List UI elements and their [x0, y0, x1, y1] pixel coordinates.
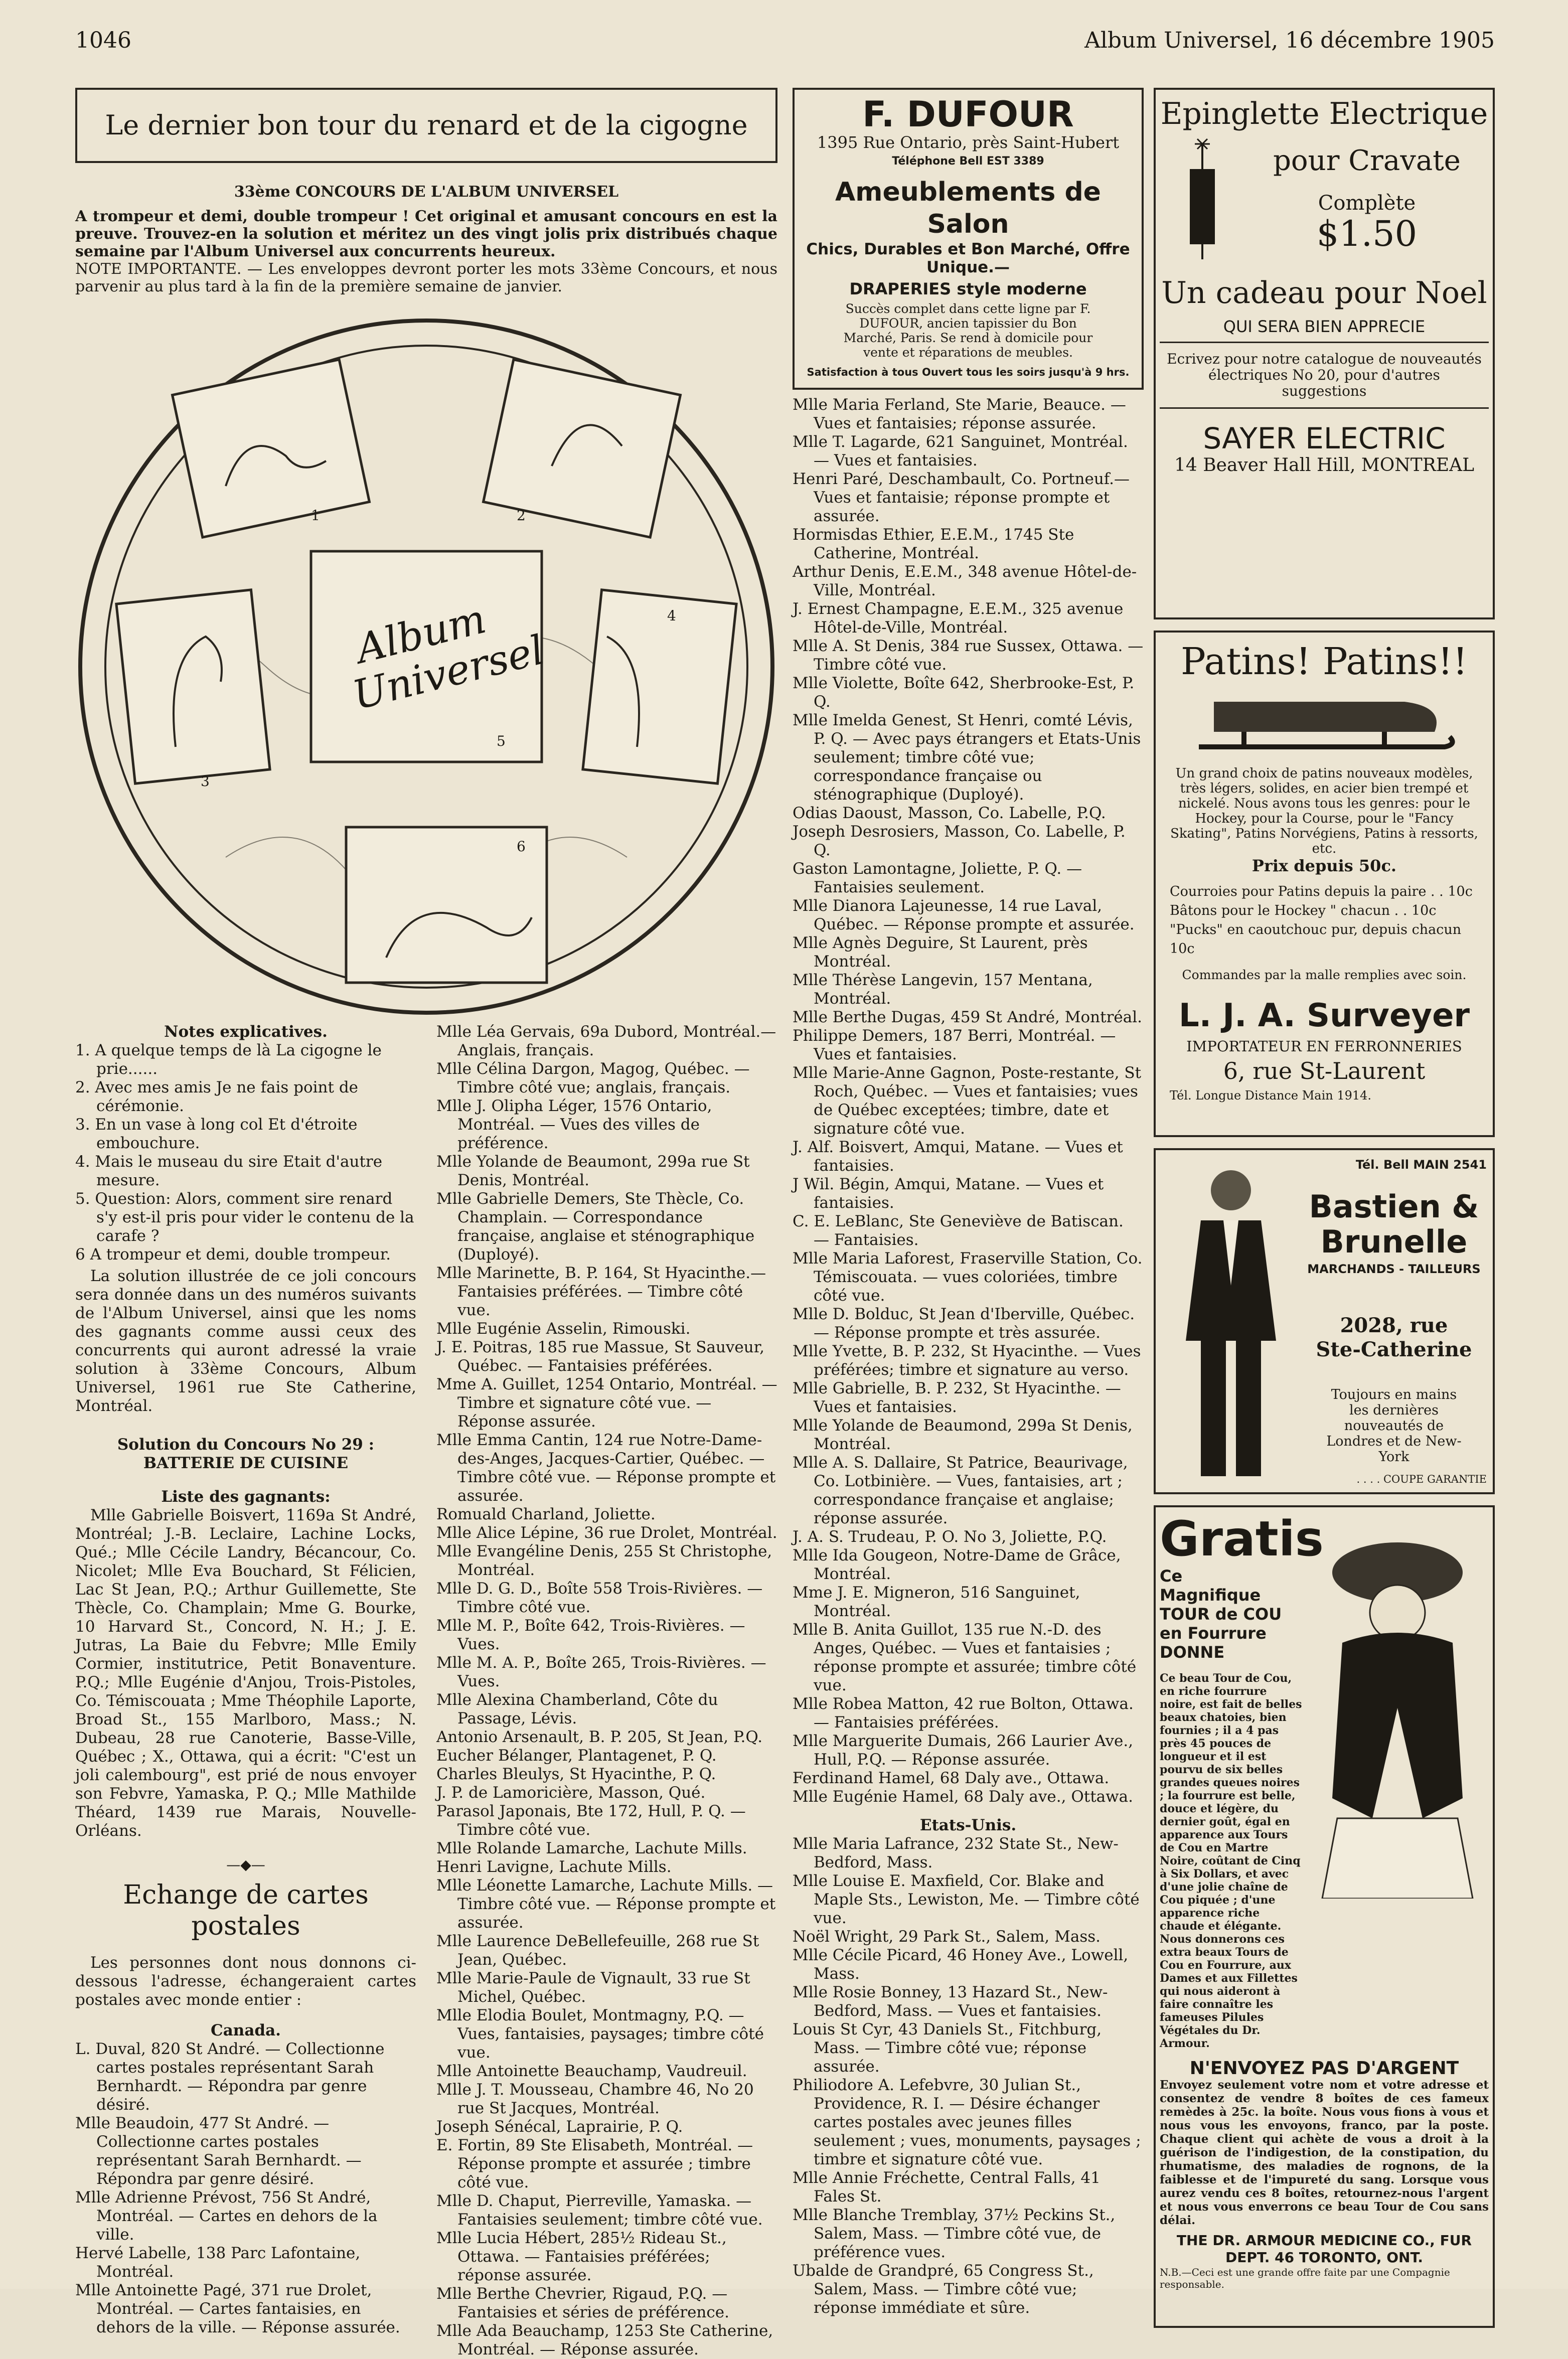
panel-number-6: 6	[517, 838, 526, 855]
exchange-entry: Antonio Arsenault, B. P. 205, St Jean, P.Q.	[436, 1728, 763, 1746]
solution-answer: BATTERIE DE CUISINE	[143, 1454, 349, 1472]
exchange-entry: Mlle M. A. P., Boîte 265, Trois-Rivières. — Vues.	[436, 1654, 766, 1690]
exchange-entry: Mme J. E. Migneron, 516 Sanguinet, Montréal.	[793, 1584, 1080, 1620]
note-item: 1. A quelque temps de là La cigogne le prie......	[75, 1041, 382, 1078]
dufour-tagline: Chics, Durables et Bon Marché, Offre Unique.—	[806, 240, 1130, 276]
contest-title-box	[75, 88, 777, 163]
surveyer-price-line: Bâtons pour le Hockey " chacun . . 10c	[1170, 903, 1437, 918]
exchange-entry: Odias Daoust, Masson, Co. Labelle, P.Q.	[793, 804, 1106, 822]
publication-title: Album Universel, 16 décembre 1905	[1084, 28, 1495, 53]
exchange-entry: Mlle Léa Gervais, 69a Dubord, Montréal.— Anglais, français.	[436, 1023, 776, 1059]
contest-intro: A trompeur et demi, double trompeur ! Cet original et amusant concours en est la preuve. Trouvez-en la solution et méritez un des vingt jolis prix distribués chaque semaine par l'Album Universel aux concurrents heureux.	[75, 208, 777, 260]
panel-number-1: 1	[311, 507, 320, 524]
dufour-ad	[793, 88, 1144, 390]
us-label: Etats-Unis.	[919, 1816, 1017, 1834]
bastien-name-1: Bastien &	[1309, 1188, 1479, 1225]
notes-list	[75, 1041, 416, 1264]
notes-title: Notes explicatives.	[164, 1023, 328, 1041]
sayer-sub: pour Cravate	[1273, 144, 1461, 177]
exchange-entry: Parasol Japonais, Bte 172, Hull, P. Q. — Timbre côté vue.	[436, 1802, 746, 1839]
contest-note: NOTE IMPORTANTE. — Les enveloppes devront porter les mots 33ème Concours, et nous parvenir au plus tard à la fin de la première semaine de janvier.	[75, 260, 777, 295]
lists-subcolumns	[75, 1023, 777, 2359]
note-item: 3. En un vase à long col Et d'étroite embouchure.	[75, 1116, 358, 1152]
sayer-ad	[1154, 88, 1495, 619]
exchange-entry: Mlle Yolande de Beaumond, 299a St Denis, Montréal.	[793, 1417, 1133, 1453]
gratis-headline: Gratis	[1160, 1511, 1324, 1567]
exchange-entry: J. A. S. Trudeau, P. O. No 3, Joliette, P.Q.	[793, 1528, 1107, 1546]
exchange-entry: Ubalde de Grandpré, 65 Congress St., Salem, Mass. — Timbre côté vue; réponse immédiate et sûre.	[793, 2262, 1094, 2317]
surveyer-ad	[1154, 631, 1495, 1137]
exchange-entry: Mlle Cécile Picard, 46 Honey Ave., Lowell, Mass.	[793, 1946, 1129, 1983]
exchange-left-list	[75, 2040, 416, 2337]
exchange-entry: Mlle Marie-Paule de Vignault, 33 rue St Michel, Québec.	[436, 1969, 750, 2006]
exchange-entry: Mlle Ada Beauchamp, 1253 Ste Catherine, Montréal. — Réponse assurée.	[436, 2322, 773, 2358]
exchange-entry: Joseph Sénécal, Laprairie, P. Q.	[436, 2118, 683, 2136]
surveyer-address: 6, rue St-Laurent	[1223, 1057, 1426, 1084]
exchange-entry: Mlle Yolande de Beaumont, 299a rue St Denis, Montréal.	[436, 1153, 750, 1189]
exchange-entry: Mlle Alexina Chamberland, Côte du Passage, Lévis.	[436, 1691, 718, 1727]
page-number: 1046	[75, 28, 131, 53]
exchange-entry: Mlle D. G. D., Boîte 558 Trois-Rivières. — Timbre côté vue.	[436, 1580, 763, 1616]
dufour-address: 1395 Rue Ontario, près Saint-Hubert	[817, 133, 1120, 152]
exchange-entry: Mlle Violette, Boîte 642, Sherbrooke-Est, P. Q.	[793, 674, 1135, 711]
exchange-entry: Mlle Rosie Bonney, 13 Hazard St., New-Bedford, Mass. — Vues et fantaisies.	[793, 1983, 1108, 2020]
panel-number-5: 5	[497, 733, 506, 749]
surveyer-phone: Tél. Longue Distance Main 1914.	[1170, 1088, 1372, 1103]
exchange-entry: Noël Wright, 29 Park St., Salem, Mass.	[793, 1928, 1101, 1946]
exchange-entry: Mlle Annie Fréchette, Central Falls, 41 Fales St.	[793, 2169, 1101, 2206]
fur-stole-woman-icon	[1307, 1517, 1488, 1899]
contest-title: Le dernier bon tour du renard et de la cigogne	[105, 109, 748, 141]
exchange-entry: Mlle Maria Ferland, Ste Marie, Beauce. — Vues et fantaisies; réponse assurée.	[793, 396, 1126, 432]
surveyer-body: Un grand choix de patins nouveaux modèles, très légers, solides, en acier bien trempé et nickelé. Nous avons tous les genres: pour le Hockey, pour la Course, pour le "Fancy Skating", Patins Norvégiens, Patins à ressorts, etc.	[1170, 766, 1478, 856]
exchange-entry: Mlle J. Olipha Léger, 1576 Ontario, Montréal. — Vues des villes de préférence.	[436, 1097, 712, 1152]
running-header	[75, 28, 1495, 58]
exchange-entry: Mlle M. P., Boîte 642, Trois-Rivières. — Vues.	[436, 1617, 745, 1653]
exchange-entry: Romuald Charland, Joliette.	[436, 1505, 656, 1523]
exchange-entry: J. Ernest Champagne, E.E.M., 325 avenue Hôtel-de-Ville, Montréal.	[793, 600, 1124, 637]
exchange-entry: Mlle T. Lagarde, 621 Sanguinet, Montréal. — Vues et fantaisies.	[793, 433, 1128, 469]
contest-illustration	[75, 305, 777, 1023]
sayer-title: Epinglette Electrique	[1160, 96, 1488, 131]
exchange-entry: J. Alf. Boisvert, Amqui, Matane. — Vues et fantaisies.	[793, 1138, 1123, 1175]
exchange-middle-column	[436, 1023, 777, 2359]
surveyer-price-line: Courroies pour Patins depuis la paire . . 10c	[1170, 884, 1473, 899]
exchange-entry: Mlle Eugénie Asselin, Rimouski.	[436, 1320, 691, 1338]
bastien-address-1: 2028, rue	[1340, 1314, 1448, 1337]
sayer-price: $1.50	[1316, 213, 1418, 254]
ice-skate-icon	[1184, 687, 1465, 762]
sayer-cadeau: Un cadeau pour Noel	[1161, 275, 1487, 310]
exchange-entry: Mlle Gabrielle Demers, Ste Thècle, Co. Champlain. — Correspondance française, anglaise et sténographique (Duployé).	[436, 1190, 755, 1264]
exchange-entry: Mlle Louise E. Maxfield, Cor. Blake and Maple Sts., Lewiston, Me. — Timbre côté vue.	[793, 1872, 1140, 1927]
exchange-entry: Mlle Marie-Anne Gagnon, Poste-restante, St Roch, Québec. — Vues et fantaisies; vues de Québec exceptées; timbre, date et signature côté vue.	[793, 1064, 1142, 1138]
surveyer-title: Patins! Patins!!	[1181, 640, 1468, 683]
dufour-phone: Téléphone Bell EST 3389	[892, 155, 1044, 168]
exchange-entry: Mlle Adrienne Prévost, 756 St André, Montréal. — Cartes en dehors de la ville.	[75, 2188, 378, 2244]
surveyer-price-line: "Pucks" en caoutchouc pur, depuis chacun 10c	[1170, 922, 1462, 957]
exchange-entry: Mlle J. T. Mousseau, Chambre 46, No 20 rue St Jacques, Montréal.	[436, 2081, 754, 2117]
exchange-entry: Mlle Yvette, B. P. 232, St Hyacinthe. — Vues préférées; timbre et signature au verso.	[793, 1342, 1141, 1379]
dufour-headline: Ameublements de Salon	[835, 177, 1101, 239]
contest-column	[75, 88, 777, 2359]
gratis-left-text: Ce beau Tour de Cou, en riche fourrure noire, est fait de belles beaux chatoies, bien fournies ; il a 4 pas près 45 pouces de longueur et il est pourvu de six belles grandes queues noires ; la fourrure est belle, douce et légère, du dernier goût, égal en apparence aux Tours de Cou en Martre Noire, coûtant de Cinq à Six Dollars, et avec d'une jolie chaîne de Cou piquée ; d'une apparence riche chaude et élégante. Nous donnerons ces extra beaux Tours de Cou en Fourrure, aux Dames et aux Fillettes qui nous aideront à faire connaître les fameuses Pilules Végétales du Dr. Armour.	[1160, 1672, 1302, 2050]
exchange-middle-list	[436, 1023, 777, 2359]
exchange-entry: Mlle Thérèse Langevin, 157 Mentana, Montréal.	[793, 971, 1093, 1008]
exchange-entry: Louis St Cyr, 43 Daniels St., Fitchburg, Mass. — Timbre côté vue; réponse assurée.	[793, 2020, 1102, 2076]
exchange-us-list	[793, 1835, 1144, 2317]
exchange-entry: Mlle Eugénie Hamel, 68 Daly ave., Ottawa.	[793, 1788, 1134, 1806]
bastien-coupe: . . . . COUPE GARANTIE	[1356, 1473, 1487, 1485]
winners-list: Mlle Gabrielle Boisvert, 1169a St André, Montréal; J.-B. Leclaire, Lachine Locks, Qué.; Mlle Cécile Landry, Bécancour, Co. Nicolet; Mlle Eva Bouchard, St Félicien, Lac St Jean, P.Q.; Arthur Guillemette, Ste Thècle, Co. Champlain; Mme G. Bourke, 10 Harvard St., Concord, N. H.; J. E. Jutras, La Baie du Febvre; Mlle Emily Cormier, institutrice, Petit Bonaventure. P.Q.; Mlle Eugénie d'Anjou, Trois-Pistoles, Co. Témiscouata ; Mme Théophile Laporte, Broad St., 155 Marlboro, Mass.; N. Dubeau, 28 rue Canoterie, Basse-Ville, Québec ; X., Ottawa, qui a écrit: "C'est un joli calembourg", est prié de nous envoyer son Febvre, Yamaska, P. Q.; Mlle Mathilde Théard, 1439 rue Marais, Nouvelle-Orléans.	[75, 1506, 416, 1840]
sayer-complete: Complète	[1318, 192, 1416, 215]
section-ornament: —◆—	[226, 1856, 265, 1873]
surveyer-price: Prix depuis 50c.	[1251, 856, 1397, 875]
exchange-entry: Mlle Beaudoin, 477 St André. — Collectionne cartes postales représentant Sarah Bernhardt. — Répondra par genre désiré.	[75, 2114, 362, 2188]
notes-column	[75, 1023, 416, 2359]
exchange-entry: Mlle D. Chaput, Pierreville, Yamaska. — Fantaisies seulement; timbre côté vue.	[436, 2192, 763, 2229]
note-item: 6 A trompeur et demi, double trompeur.	[75, 1245, 391, 1264]
gratis-nb: N.B.—Ceci est une grande offre faite par une Compagnie responsable.	[1160, 2266, 1450, 2290]
surveyer-name: L. J. A. Surveyer	[1178, 997, 1470, 1034]
exchange-entry: Mlle Célina Dargon, Magog, Québec. — Timbre côté vue; anglais, français.	[436, 1060, 750, 1096]
ads-column	[1154, 88, 1495, 2328]
exchange-entry: J. P. de Lamoricière, Masson, Qué.	[436, 1784, 706, 1802]
dufour-footer: Satisfaction à tous Ouvert tous les soirs jusqu'à 9 hrs.	[807, 366, 1130, 378]
gratis-company: THE DR. ARMOUR MEDICINE CO., FUR DEPT. 46 TORONTO, ONT.	[1176, 2232, 1472, 2266]
exchange-intro: Les personnes dont nous donnons ci-dessous l'adresse, échangeraient cartes postales avec monde entier :	[75, 1954, 416, 2009]
exchange-entry: Mlle D. Bolduc, St Jean d'Iberville, Québec. — Réponse prompte et très assurée.	[793, 1305, 1135, 1342]
exchange-entry: Mlle Antoinette Pagé, 371 rue Drolet, Montréal. — Cartes fantaisies, en dehors de la ville. — Réponse assurée.	[75, 2281, 400, 2336]
exchange-entry: Mlle Imelda Genest, St Henri, comté Lévis, P. Q. — Avec pays étrangers et Etats-Unis seulement; timbre côté vue; correspondance française ou sténographique (Duployé).	[793, 711, 1141, 804]
exchange-entry: J Wil. Bégin, Amqui, Matane. — Vues et fantaisies.	[793, 1175, 1104, 1212]
exchange-entry: Mlle Lucia Hébert, 285½ Rideau St., Ottawa. — Fantaisies préférées; réponse assurée.	[436, 2229, 727, 2284]
exchange-entry: Henri Paré, Deschambault, Co. Portneuf.— Vues et fantaisie; réponse prompte et assurée.	[793, 470, 1130, 525]
exchange-entry: Hormisdas Ethier, E.E.M., 1745 Ste Catherine, Montréal.	[793, 526, 1074, 562]
winners-title: Liste des gagnants:	[161, 1488, 331, 1506]
exchange-entry: Mlle Laurence DeBellefeuille, 268 rue St Jean, Québec.	[436, 1932, 759, 1969]
exchange-entry: Eucher Bélanger, Plantagenet, P. Q.	[436, 1747, 717, 1765]
exchange-entry: Joseph Desrosiers, Masson, Co. Labelle, P. Q.	[793, 823, 1126, 859]
exchange-entry: Philiodore A. Lefebvre, 30 Julian St., Providence, R. I. — Désire échanger cartes postales avec jeunes filles seulement ; vues, monuments, paysages ; timbre et signature côté vue.	[793, 2076, 1141, 2168]
bastien-address-2: Ste-Catherine	[1316, 1338, 1472, 1361]
exchange-entry: Gaston Lamontagne, Joliette, P. Q. — Fantaisies seulement.	[793, 860, 1082, 896]
exchange-entry: Mlle Alice Lépine, 36 rue Drolet, Montréal.	[436, 1524, 777, 1542]
exchange-entry: L. Duval, 820 St André. — Collectionne cartes postales représentant Sarah Bernhardt. — Répondra par genre désiré.	[75, 2040, 385, 2114]
surveyer-role: IMPORTATEUR EN FERRONNERIES	[1186, 1038, 1462, 1055]
note-item: 2. Avec mes amis Je ne fais point de cérémonie.	[75, 1078, 359, 1115]
exchange-entry: Mlle Berthe Dugas, 459 St André, Montréal.	[793, 1008, 1142, 1026]
exchange-entry: Mlle Maria Laforest, Fraserville Station, Co. Témiscouata. — vues coloriées, timbre côté vue.	[793, 1249, 1143, 1305]
dufour-body: Succès complet dans cette ligne par F. DUFOUR, ancien tapissier du Bon Marché, Paris. Se rend à domicile pour vente et réparations de meubles.	[843, 301, 1093, 360]
exchange-entry: Mlle B. Anita Guillot, 135 rue N.-D. des Anges, Québec. — Vues et fantaisies ; réponse prompte et assurée; timbre côté vue.	[793, 1621, 1137, 1694]
sayer-catalogue: Ecrivez pour notre catalogue de nouveautés électriques No 20, pour d'autres suggestions	[1167, 351, 1482, 399]
tie-pin-icon	[1160, 134, 1245, 264]
exchange-entry: Mlle A. S. Dallaire, St Patrice, Beaurivage, Co. Lotbinière. — Vues, fantaisies, art ; correspondance française et anglaise; réponse assurée.	[793, 1454, 1128, 1527]
exchange-entry: Mlle Ida Gougeon, Notre-Dame de Grâce, Montréal.	[793, 1546, 1121, 1583]
exchange-entry: E. Fortin, 89 Ste Elisabeth, Montréal. — Réponse prompte et assurée ; timbre côté vue.	[436, 2136, 753, 2191]
exchange-entry: Mlle A. St Denis, 384 rue Sussex, Ottawa. — Timbre côté vue.	[793, 637, 1144, 674]
exchange-entry: Mlle Rolande Lamarche, Lachute Mills.	[436, 1839, 747, 1857]
exchange-entry: Mme A. Guillet, 1254 Ontario, Montréal. — Timbre et signature côté vue. — Réponse assurée.	[436, 1375, 777, 1431]
exchange-entry: Mlle Blanche Tremblay, 37½ Peckins St., Salem, Mass. — Timbre côté vue, de préférence vues.	[793, 2206, 1116, 2261]
bastien-ad	[1154, 1148, 1495, 1494]
exchange-entry: Hervé Labelle, 138 Parc Lafontaine, Montréal.	[75, 2244, 361, 2281]
gratis-sub: Ce Magnifique TOUR de COU en Fourrure DONNE	[1160, 1566, 1282, 1662]
surveyer-price-lines	[1170, 882, 1479, 959]
exchange-entry: Philippe Demers, 187 Berri, Montréal. — Vues et fantaisies.	[793, 1027, 1116, 1063]
contest-subtitle: 33ème CONCOURS DE L'ALBUM UNIVERSEL	[234, 183, 619, 201]
dufour-name: F. DUFOUR	[862, 94, 1074, 135]
exchange-entry: Mlle Léonette Lamarche, Lachute Mills. — Timbre côté vue. — Réponse prompte et assurée.	[436, 1876, 776, 1932]
canada-label: Canada.	[211, 2021, 281, 2039]
gratis-envoyez: N'ENVOYEZ PAS D'ARGENT	[1189, 2058, 1459, 2079]
solution-heading: Solution du Concours No 29 :	[117, 1436, 375, 1454]
exchange-entry: Mlle Marinette, B. P. 164, St Hyacinthe.— Fantaisies préférées. — Timbre côté vue.	[436, 1264, 766, 1319]
exchange-entry: Charles Bleulys, St Hyacinthe, P. Q.	[436, 1765, 716, 1783]
exchange-entry: C. E. LeBlanc, Ste Geneviève de Batiscan. — Fantaisies.	[793, 1212, 1124, 1249]
dufour-draperies: DRAPERIES style moderne	[849, 279, 1087, 298]
exchange-entry: Mlle Dianora Lajeunesse, 14 rue Laval, Québec. — Réponse prompte et assurée.	[793, 897, 1135, 933]
sayer-appreciated: QUI SERA BIEN APPRECIE	[1223, 317, 1426, 336]
exchange-right-list	[793, 396, 1144, 1806]
bastien-body: Toujours en mains les dernières nouveautés de Londres et de New-York	[1326, 1387, 1462, 1465]
sayer-address: 14 Beaver Hall Hill, MONTREAL	[1174, 455, 1475, 476]
panel-number-3: 3	[201, 773, 210, 790]
gentleman-figure-icon	[1166, 1160, 1296, 1486]
exchange-entry: Mlle Maria Lafrance, 232 State St., New-Bedford, Mass.	[793, 1835, 1119, 1871]
exchange-entry: Mlle Evangéline Denis, 255 St Christophe, Montréal.	[436, 1542, 772, 1579]
middle-column	[793, 88, 1144, 2317]
bastien-name-2: Brunelle	[1320, 1223, 1468, 1260]
gratis-body: Envoyez seulement votre nom et votre adresse et consentez de vendre 8 boîtes de ces fameux remèdes à 25c. la boîte. Nous vous fions à vous et nous vous les envoyons, franco, par la poste. Chaque client qui achète de vous a droit à la guérison de l'indigestion, de la constipation, du rhumatisme, des maladies de rognons, de la faiblesse et de l'impureté du sang. Lorsque vous aurez vendu ces 8 boîtes, retournez-nous l'argent et nous vous enverrons ce beau Tour de Cou sans délai.	[1160, 2078, 1489, 2227]
sayer-company: SAYER ELECTRIC	[1203, 421, 1446, 455]
exchange-title: Echange de cartes postales	[123, 1880, 369, 1941]
bastien-phone: Tél. Bell MAIN 2541	[1355, 1158, 1487, 1172]
bastien-role: MARCHANDS - TAILLEURS	[1307, 1262, 1481, 1276]
exchange-entry: Mlle Elodia Boulet, Montmagny, P.Q. — Vues, fantaisies, paysages; timbre côté vue.	[436, 2006, 764, 2062]
exchange-entry: Henri Lavigne, Lachute Mills.	[436, 1858, 672, 1876]
panel-number-4: 4	[667, 607, 676, 624]
exchange-entry: Arthur Denis, E.E.M., 348 avenue Hôtel-de-Ville, Montréal.	[793, 563, 1137, 599]
notes-solution-text: La solution illustrée de ce joli concours sera donnée dans un des numéros suivants de l'Album Universel, ainsi que les noms des gagnants comme aussi ceux des concurrents qui auront adressé la vraie solution à 33ème Concours, Album Universel, 1961 rue Ste Catherine, Montréal.	[75, 1267, 416, 1415]
exchange-entry: Mlle Gabrielle, B. P. 232, St Hyacinthe. — Vues et fantaisies.	[793, 1379, 1121, 1416]
note-item: 4. Mais le museau du sire Etait d'autre mesure.	[75, 1153, 383, 1189]
exchange-entry: Mlle Agnès Deguire, St Laurent, près Montréal.	[793, 934, 1088, 971]
panel-number-2: 2	[517, 507, 526, 524]
exchange-entry: Ferdinand Hamel, 68 Daly ave., Ottawa.	[793, 1769, 1110, 1787]
note-item: 5. Question: Alors, comment sire renard s'y est-il pris pour vider le contenu de la carafe ?	[75, 1190, 414, 1245]
exchange-entry: Mlle Robea Matton, 42 rue Bolton, Ottawa. — Fantaisies préférées.	[793, 1695, 1134, 1732]
gratis-ad	[1154, 1505, 1495, 2328]
exchange-entry: Mlle Marguerite Dumais, 266 Laurier Ave., Hull, P.Q. — Réponse assurée.	[793, 1732, 1134, 1769]
surveyer-mail: Commandes par la malle remplies avec soin.	[1182, 968, 1467, 982]
exchange-entry: Mlle Emma Cantin, 124 rue Notre-Dame-des-Anges, Jacques-Cartier, Québec. — Timbre côté vue. — Réponse prompte et assurée.	[436, 1431, 776, 1505]
exchange-entry: Mlle Berthe Chevrier, Rigaud, P.Q. — Fantaisies et séries de préférence.	[436, 2285, 729, 2321]
exchange-entry: Mlle Antoinette Beauchamp, Vaudreuil.	[436, 2062, 747, 2080]
exchange-entry: J. E. Poitras, 185 rue Massue, St Sauveur, Québec. — Fantaisies préférées.	[436, 1338, 765, 1375]
album-universel-logo: Album Universel	[348, 595, 549, 719]
